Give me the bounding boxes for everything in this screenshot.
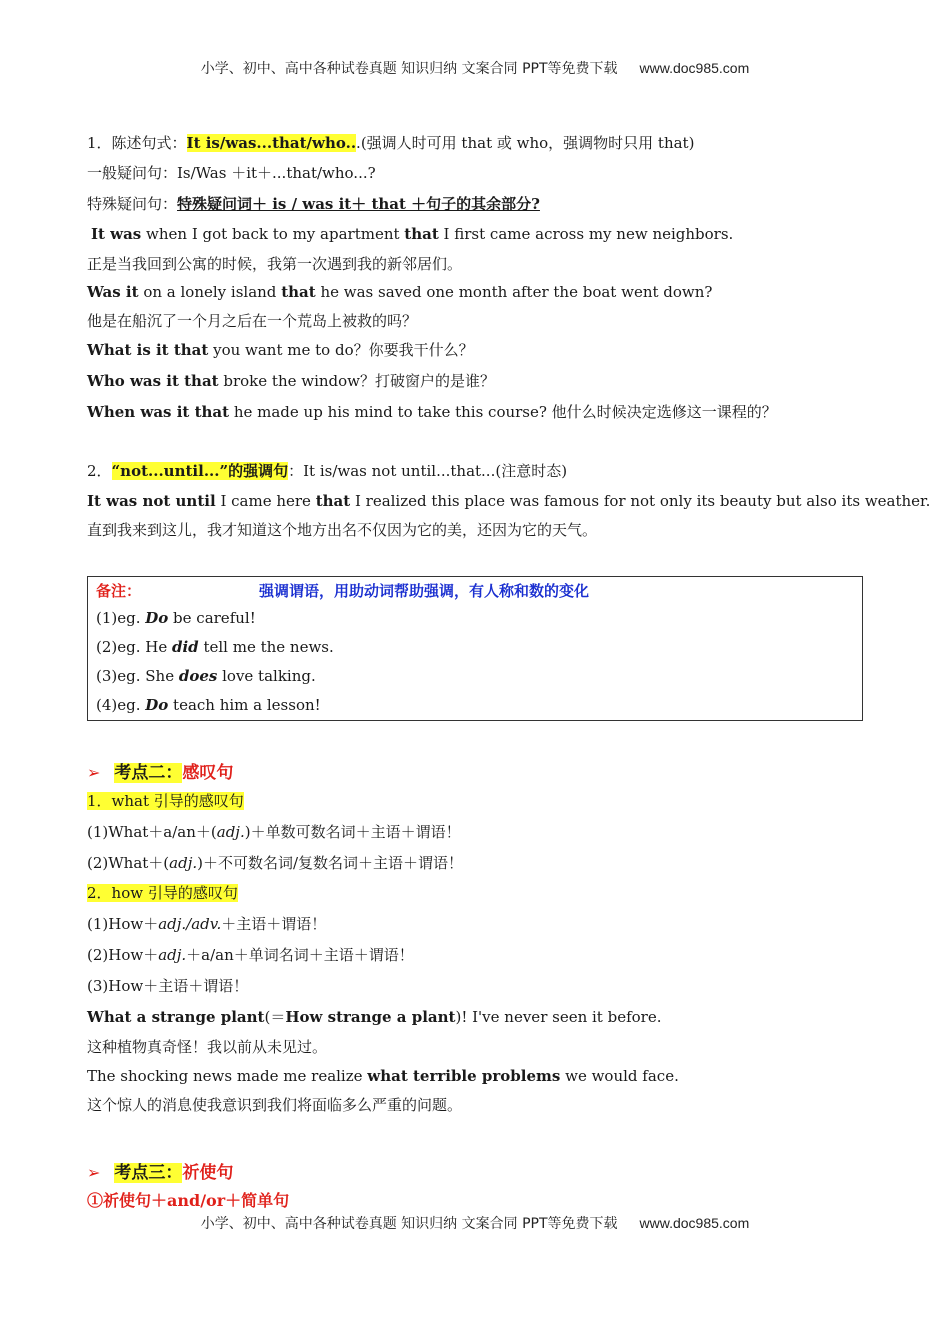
s1-general-question: 一般疑问句：Is/Was ＋it＋...that/who...?	[87, 164, 376, 182]
k2-rule-5: (3)How＋主语＋谓语！	[87, 977, 249, 995]
k2-sub2	[87, 883, 238, 903]
rule-italic: adj.	[158, 946, 187, 964]
ex-text: he was saved one month after the boat went down?	[315, 283, 713, 301]
s2-pattern: “not...until...”的强调句	[111, 462, 289, 480]
s1-example-3	[87, 340, 474, 360]
ex-text: I came here	[215, 492, 316, 510]
sub-heading: 1．what 引导的感叹句	[87, 792, 244, 810]
row-emphasis: Do	[145, 696, 169, 714]
row-pre: (1)eg.	[96, 609, 146, 627]
page-header	[0, 58, 950, 78]
ex-bold: Was it	[87, 283, 139, 301]
row-post: love talking.	[217, 667, 316, 685]
ex-text: I realized this place was famous for not only its beauty but also its weather.	[350, 492, 931, 510]
k2-rule-4	[87, 945, 414, 965]
note-row	[96, 638, 334, 656]
row-post: be careful!	[168, 609, 256, 627]
s1-example-2	[87, 282, 712, 302]
rule-text: )＋单数可数名词＋主语＋谓语！	[244, 823, 461, 841]
s1-declarative	[87, 133, 694, 153]
ex-bold: How strange a plant	[285, 1008, 456, 1026]
s2-rest: ：It is/was not until...that...(注意时态)	[288, 462, 568, 480]
ex-text: (＝	[264, 1008, 286, 1026]
ex-bold: What is it that	[87, 341, 209, 359]
rule-italic: adj./adv.	[158, 915, 222, 933]
s1-note: .(强调人时可用 that 或 who，强调物时只用 that)	[356, 134, 695, 152]
page-footer	[0, 1213, 950, 1233]
k2-rule-1	[87, 822, 461, 842]
arrow-bullet-icon: ➢	[87, 1163, 101, 1182]
s2-num: 2．	[87, 462, 112, 480]
s1-pattern: It is/was...that/who..	[186, 134, 357, 152]
arrow-bullet-icon: ➢	[87, 763, 101, 782]
ex-bold: When was it that	[87, 403, 230, 421]
ex-text: when I got back to my apartment	[141, 225, 405, 243]
ex-text: on a lonely island	[138, 283, 282, 301]
k2-example-2-cn: 这个惊人的消息使我意识到我们将面临多么严重的问题。	[87, 1096, 463, 1114]
rule-text: (1)What＋a/an＋(	[87, 823, 217, 841]
ex-bold: what terrible problems	[367, 1067, 561, 1085]
section-k2-heading	[87, 758, 233, 783]
ex-bold: that	[281, 283, 316, 301]
rule-text: (1)How＋	[87, 915, 159, 933]
ex-text: he made up his mind to take this course? 他什么时候决定选修这一课程的？	[229, 403, 777, 421]
row-post: tell me the news.	[198, 638, 334, 656]
ex-text: we would face.	[560, 1067, 679, 1085]
header-text: 小学、初中、高中各种试卷真题 知识归纳 文案合同 PPT等免费下载	[200, 61, 618, 77]
note-label: 备注：	[96, 582, 142, 600]
k3-sub1	[87, 1191, 289, 1211]
ex-bold: that	[315, 492, 351, 510]
k2-label: 考点二：	[114, 763, 183, 783]
ex-text: broke the window？打破窗户的是谁？	[218, 372, 496, 390]
s1-example-2-cn: 他是在船沉了一个月之后在一个荒岛上被救的吗？	[87, 312, 418, 330]
rule-italic: adj.	[169, 854, 198, 872]
header-url[interactable]: www.doc985.com	[639, 60, 750, 76]
ex-bold: It was	[91, 225, 142, 243]
k2-example-1-cn: 这种植物真奇怪！我以前从未见过。	[87, 1038, 328, 1056]
k2-rule-3	[87, 914, 326, 934]
k2-example-2	[87, 1066, 679, 1086]
s1-special-label: 特殊疑问句：	[87, 195, 178, 213]
rule-text: ＋主语＋谓语！	[221, 915, 327, 933]
ex-bold: that	[404, 225, 439, 243]
ex-text: you want me to do？你要我干什么？	[208, 341, 474, 359]
s2-example-cn: 直到我来到这儿，我才知道这个地方出名不仅因为它的美，还因为它的天气。	[87, 521, 598, 539]
sub-heading: ①祈使句＋and/or＋简单句	[87, 1191, 290, 1210]
rule-italic: adj.	[216, 823, 245, 841]
s1-example-1	[91, 224, 733, 244]
k3-label: 考点三：	[114, 1163, 183, 1183]
k2-rule-2	[87, 853, 463, 873]
rule-text: (2)How＋	[87, 946, 159, 964]
ex-bold: Who was it that	[87, 372, 219, 390]
k3-title: 祈使句	[182, 1163, 234, 1183]
row-pre: (3)eg. She	[96, 667, 179, 685]
k2-sub1	[87, 791, 244, 811]
s2-heading	[87, 461, 567, 481]
footer-text: 小学、初中、高中各种试卷真题 知识归纳 文案合同 PPT等免费下载	[200, 1216, 618, 1232]
row-pre: (4)eg.	[96, 696, 146, 714]
s1-example-1-cn: 正是当我回到公寓的时候，我第一次遇到我的新邻居们。	[87, 255, 463, 273]
ex-text: )! I've never seen it before.	[455, 1008, 662, 1026]
note-box	[87, 576, 863, 721]
note-row	[96, 667, 316, 685]
footer-url[interactable]: www.doc985.com	[639, 1215, 750, 1231]
note-title: 强调谓语，用助动词帮助强调，有人称和数的变化	[259, 582, 590, 600]
row-emphasis: does	[178, 667, 218, 685]
row-pre: (2)eg. He	[96, 638, 172, 656]
note-box-heading	[96, 580, 589, 601]
ex-text: The shocking news made me realize	[87, 1067, 368, 1085]
s1-example-4	[87, 371, 495, 391]
s1-num: 1．陈述句式：	[87, 134, 187, 152]
rule-text: )＋不可数名词/复数名词＋主语＋谓语！	[197, 854, 464, 872]
sub-heading: 2．how 引导的感叹句	[87, 884, 238, 902]
s1-example-5	[87, 402, 777, 422]
s1-special-question	[87, 194, 540, 214]
ex-text: I first came across my new neighbors.	[438, 225, 734, 243]
s2-example	[87, 491, 930, 511]
note-row	[96, 696, 321, 714]
rule-text: ＋a/an＋单词名词＋主语＋谓语！	[186, 946, 414, 964]
k2-title: 感叹句	[182, 763, 234, 783]
row-emphasis: Do	[145, 609, 169, 627]
row-post: teach him a lesson!	[168, 696, 321, 714]
ex-bold: What a strange plant	[87, 1008, 265, 1026]
rule-text: (2)What＋(	[87, 854, 170, 872]
k2-example-1	[87, 1007, 661, 1027]
ex-bold: It was not until	[87, 492, 216, 510]
section-k3-heading	[87, 1158, 233, 1183]
row-emphasis: did	[172, 638, 199, 656]
note-row	[96, 609, 256, 627]
s1-special-pattern: 特殊疑问词＋ is / was it＋ that ＋句子的其余部分?	[177, 195, 540, 213]
